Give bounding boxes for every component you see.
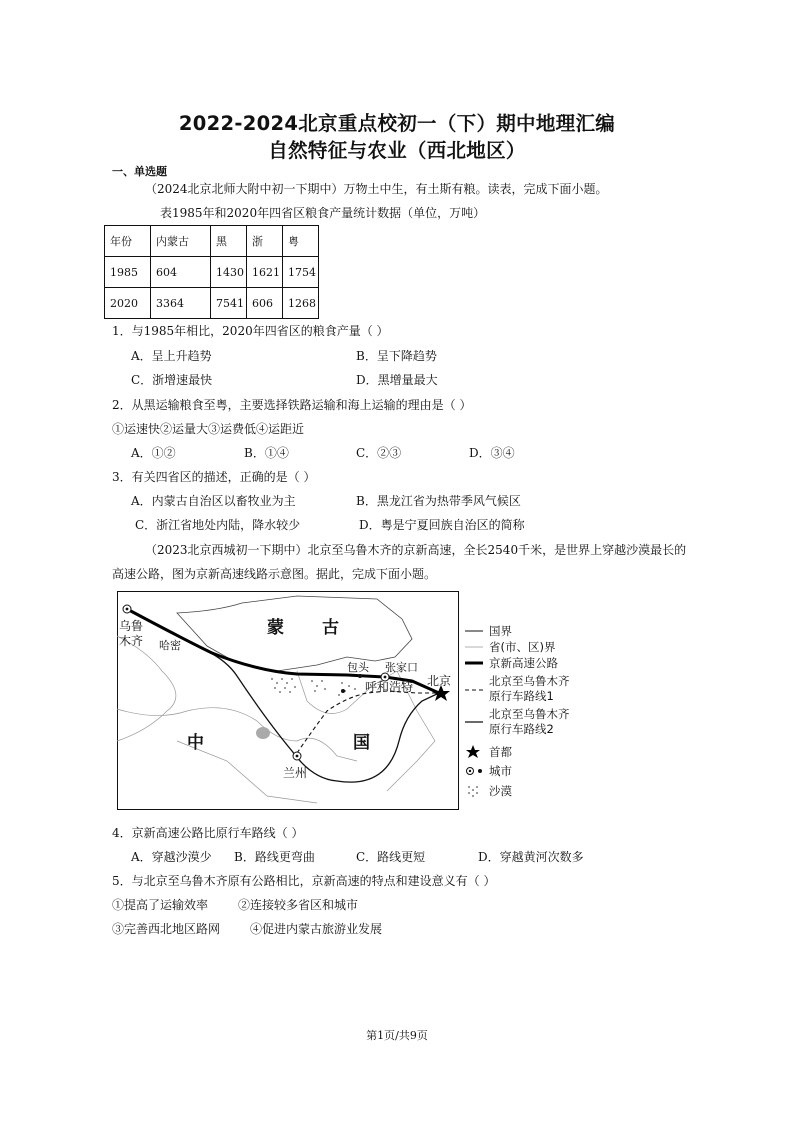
table-cell: 1754	[283, 257, 319, 288]
table-header-cell: 粤	[283, 226, 319, 257]
table-cell: 1621	[247, 257, 283, 288]
table-cell: 7541	[211, 288, 247, 319]
legend-star-icon	[466, 745, 480, 758]
table-cell: 606	[247, 288, 283, 319]
legend-national-border: 国界	[489, 624, 512, 638]
table-cell: 1985	[105, 257, 151, 288]
q4-option-b: B．路线更弯曲	[234, 850, 315, 864]
q2-option-a: A．①②	[131, 446, 176, 460]
passage-intro-1: （2024北京北师大附中初一下期中）万物土中生，有土斯有粮。读表，完成下面小题。	[145, 182, 608, 196]
label-baotou: 包头	[347, 661, 369, 674]
passage-intro-2-line1: （2023北京西城初一下期中）北京至乌鲁木齐的京新高速，全长2540千米，是世界上穿越沙漠最长的	[145, 543, 687, 557]
table-cell: 1430	[211, 257, 247, 288]
map-legend	[465, 624, 570, 798]
legend-provincial-border: 省(市、区)界	[489, 640, 556, 654]
label-urumqi-2: 木齐	[119, 634, 144, 648]
doc-title-line1: 2022-2024北京重点校初一（下）期中地理汇编	[178, 112, 616, 135]
q3-option-c: C．浙江省地处内陆，降水较少	[135, 518, 301, 532]
table-caption: 表1985年和2020年四省区粮食产量统计数据（单位，万吨）	[160, 206, 486, 220]
q5-item-3: ③完善西北地区路网	[112, 922, 221, 936]
q4-option-c: C．路线更短	[356, 850, 426, 864]
legend-route2-line2: 原行车路线2	[489, 722, 554, 736]
legend-route1-line2: 原行车路线1	[489, 689, 554, 703]
q1-option-d: D．黑增量最大	[356, 373, 438, 387]
q1-stem: 1．与1985年相比，2020年四省区的粮食产量（ ）	[112, 324, 389, 338]
expressway-route-map	[117, 591, 570, 811]
q5-item-4: ④促进内蒙古旅游业发展	[250, 922, 383, 936]
q3-stem: 3．有关四省区的描述，正确的是（ ）	[112, 470, 316, 484]
table-cell: 1268	[283, 288, 319, 319]
q2-option-c: C．②③	[356, 446, 402, 460]
q3-option-a: A．内蒙古自治区以畜牧业为主	[131, 494, 296, 508]
legend-city-icon	[467, 768, 483, 775]
q3-option-d: D．粤是宁夏回族自治区的简称	[359, 518, 525, 532]
legend-expressway: 京新高速公路	[489, 656, 558, 670]
q2-option-d: D．③④	[469, 446, 515, 460]
lake-mark	[256, 727, 270, 739]
table-header-cell: 黑	[211, 226, 247, 257]
q3-option-b: B．黑龙江省为热带季风气候区	[356, 494, 521, 508]
table-row	[105, 257, 319, 288]
doc-title-line2: 自然特征与农业（西北地区）	[268, 139, 526, 162]
label-urumqi-1: 乌鲁	[119, 619, 144, 633]
label-zhangjiakou: 张家口	[385, 661, 418, 674]
legend-capital: 首都	[489, 745, 512, 759]
q2-option-b: B．①④	[244, 446, 289, 460]
table-row	[105, 288, 319, 319]
city-urumqi-marker	[123, 605, 131, 613]
grain-table	[104, 225, 319, 319]
label-hami: 哈密	[159, 639, 181, 652]
q5-item-1: ①提高了运输效率	[112, 898, 209, 912]
label-gu: 古	[322, 618, 339, 638]
table-cell: 3364	[151, 288, 211, 319]
label-meng: 蒙	[267, 618, 284, 638]
legend-desert-icon	[468, 786, 478, 797]
city-hohhot-marker	[341, 689, 345, 693]
q5-stem: 5．与北京至乌鲁木齐原有公路相比，京新高速的特点和建设意义有（ ）	[112, 874, 496, 888]
table-header-row	[105, 226, 319, 257]
passage-intro-2-line2: 高速公路，图为京新高速线路示意图。据此，完成下面小题。	[112, 567, 437, 581]
q1-option-a: A．呈上升趋势	[131, 349, 212, 363]
table-header-cell: 内蒙古	[151, 226, 211, 257]
q4-stem: 4．京新高速公路比原行车路线（ ）	[112, 826, 304, 840]
q2-items: ①运速快②运量大③运费低④运距近	[112, 422, 305, 436]
q5-item-2: ②连接较多省区和城市	[238, 898, 359, 912]
label-guo: 国	[353, 733, 370, 753]
city-lanzhou-marker	[293, 752, 301, 760]
table-cell: 604	[151, 257, 211, 288]
table-cell: 2020	[105, 288, 151, 319]
legend-desert: 沙漠	[489, 784, 512, 798]
legend-route2-line1: 北京至乌鲁木齐	[489, 707, 570, 721]
table-header-cell: 浙	[247, 226, 283, 257]
q1-option-b: B．呈下降趋势	[356, 349, 437, 363]
section-heading: 一、单选题	[112, 165, 167, 178]
q2-stem: 2．从黑运输粮食至粤，主要选择铁路运输和海上运输的理由是（ ）	[112, 398, 472, 412]
label-zhong: 中	[187, 733, 204, 753]
label-lanzhou: 兰州	[283, 766, 308, 780]
page-number: 第1页/共9页	[366, 1029, 428, 1042]
legend-route1-line1: 北京至乌鲁木齐	[489, 674, 570, 688]
legend-city: 城市	[489, 764, 512, 778]
label-hohhot: 呼和浩特	[365, 680, 414, 694]
q4-option-a: A．穿越沙漠少	[131, 850, 212, 864]
city-baotou-marker	[358, 674, 362, 678]
label-beijing: 北京	[427, 674, 452, 688]
table-header-cell: 年份	[105, 226, 151, 257]
q4-option-d: D．穿越黄河次数多	[478, 850, 584, 864]
q1-option-c: C．浙增速最快	[131, 373, 213, 387]
